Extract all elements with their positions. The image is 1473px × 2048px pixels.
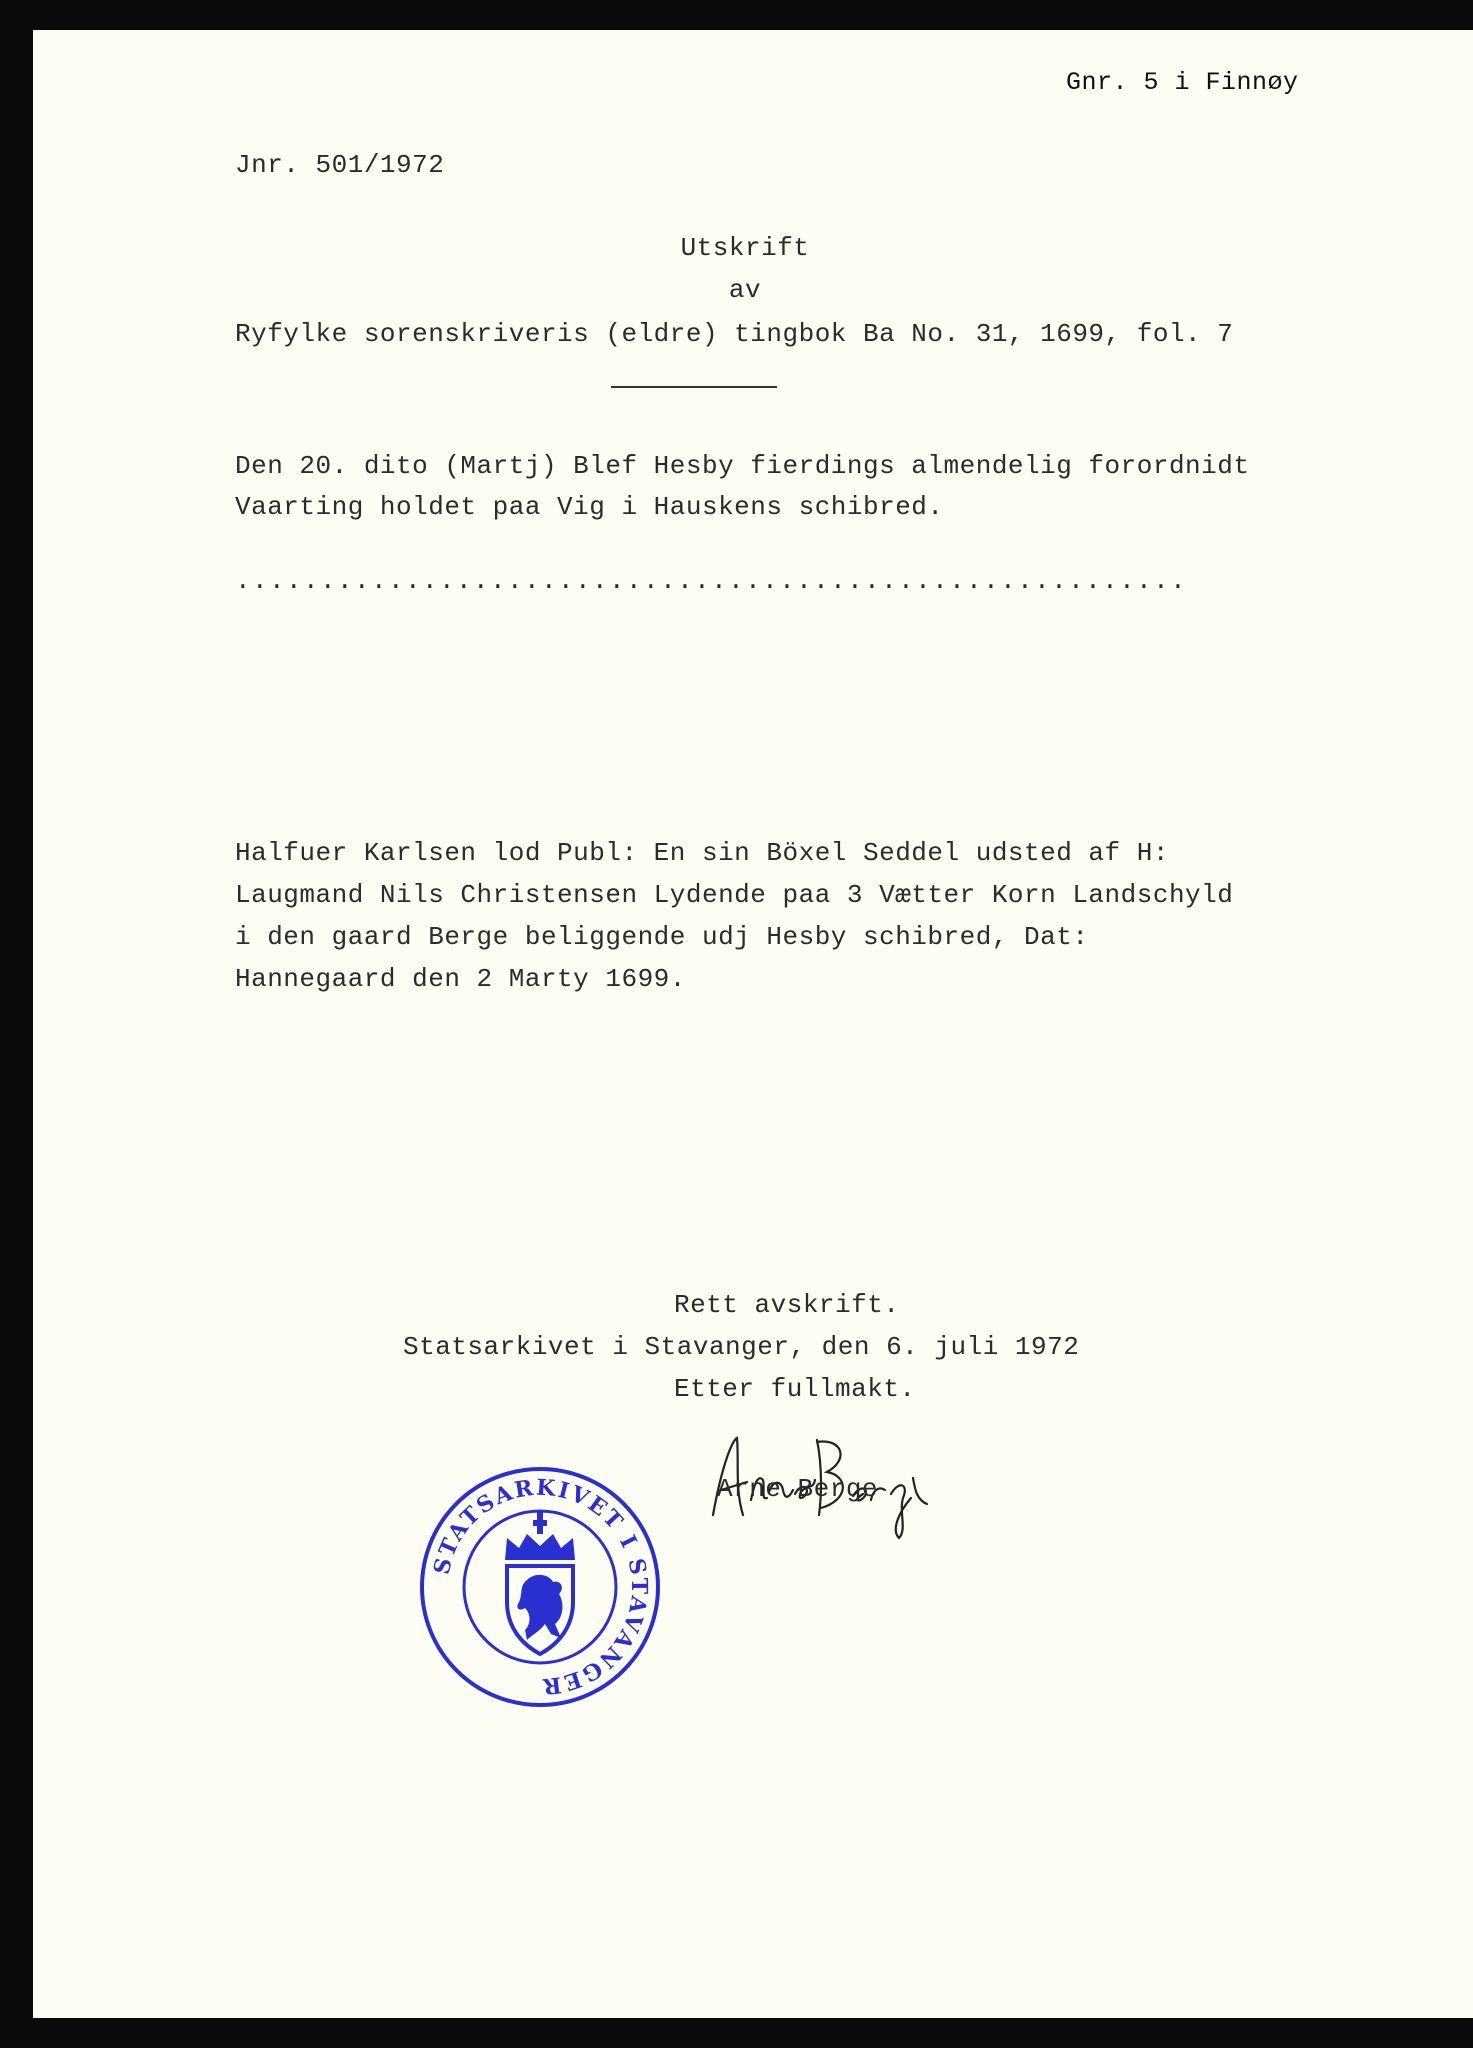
paragraph1-line-2: Vaarting holdet paa Vig i Hauskens schibred. — [235, 492, 944, 522]
title-line-1: Utskrift — [680, 233, 810, 263]
journal-number: Jnr. 501/1972 — [235, 150, 445, 180]
archive-seal-stamp — [415, 1462, 665, 1712]
paragraph2-line-1: Halfuer Karlsen lod Publ: En sin Böxel Seddel udsted af H: — [235, 838, 1169, 868]
omission-dots: ........................................................ — [235, 566, 1188, 596]
signatory-name: Arne Berge — [717, 1474, 879, 1504]
title-line-2: av — [728, 275, 762, 305]
archive-reference: Gnr. 5 i Finnøy — [1066, 68, 1299, 97]
seal-lettering: STATSARKIVET I STAVANGER — [428, 1474, 653, 1700]
paragraph2-line-2: Laugmand Nils Christensen Lydende paa 3 Vætter Korn Landschyld — [235, 880, 1234, 910]
title-line-3: Ryfylke sorenskriveris (eldre) tingbok Ba No. 31, 1699, fol. 7 — [235, 319, 1234, 349]
document-page — [33, 30, 1473, 2018]
certification-line-2: Statsarkivet i Stavanger, den 6. juli 1972 — [403, 1332, 1080, 1362]
paragraph1-line-1: Den 20. dito (Martj) Blef Hesby fierdings almendelig forordnidt — [235, 451, 1250, 481]
paragraph2-line-3: i den gaard Berge beliggende udj Hesby schibred, Dat: — [235, 922, 1089, 952]
paragraph2-line-4: Hannegaard den 2 Marty 1699. — [235, 964, 686, 994]
certification-line-3: Etter fullmakt. — [674, 1374, 916, 1404]
certification-line-1: Rett avskrift. — [674, 1290, 900, 1320]
title-divider — [611, 386, 777, 388]
